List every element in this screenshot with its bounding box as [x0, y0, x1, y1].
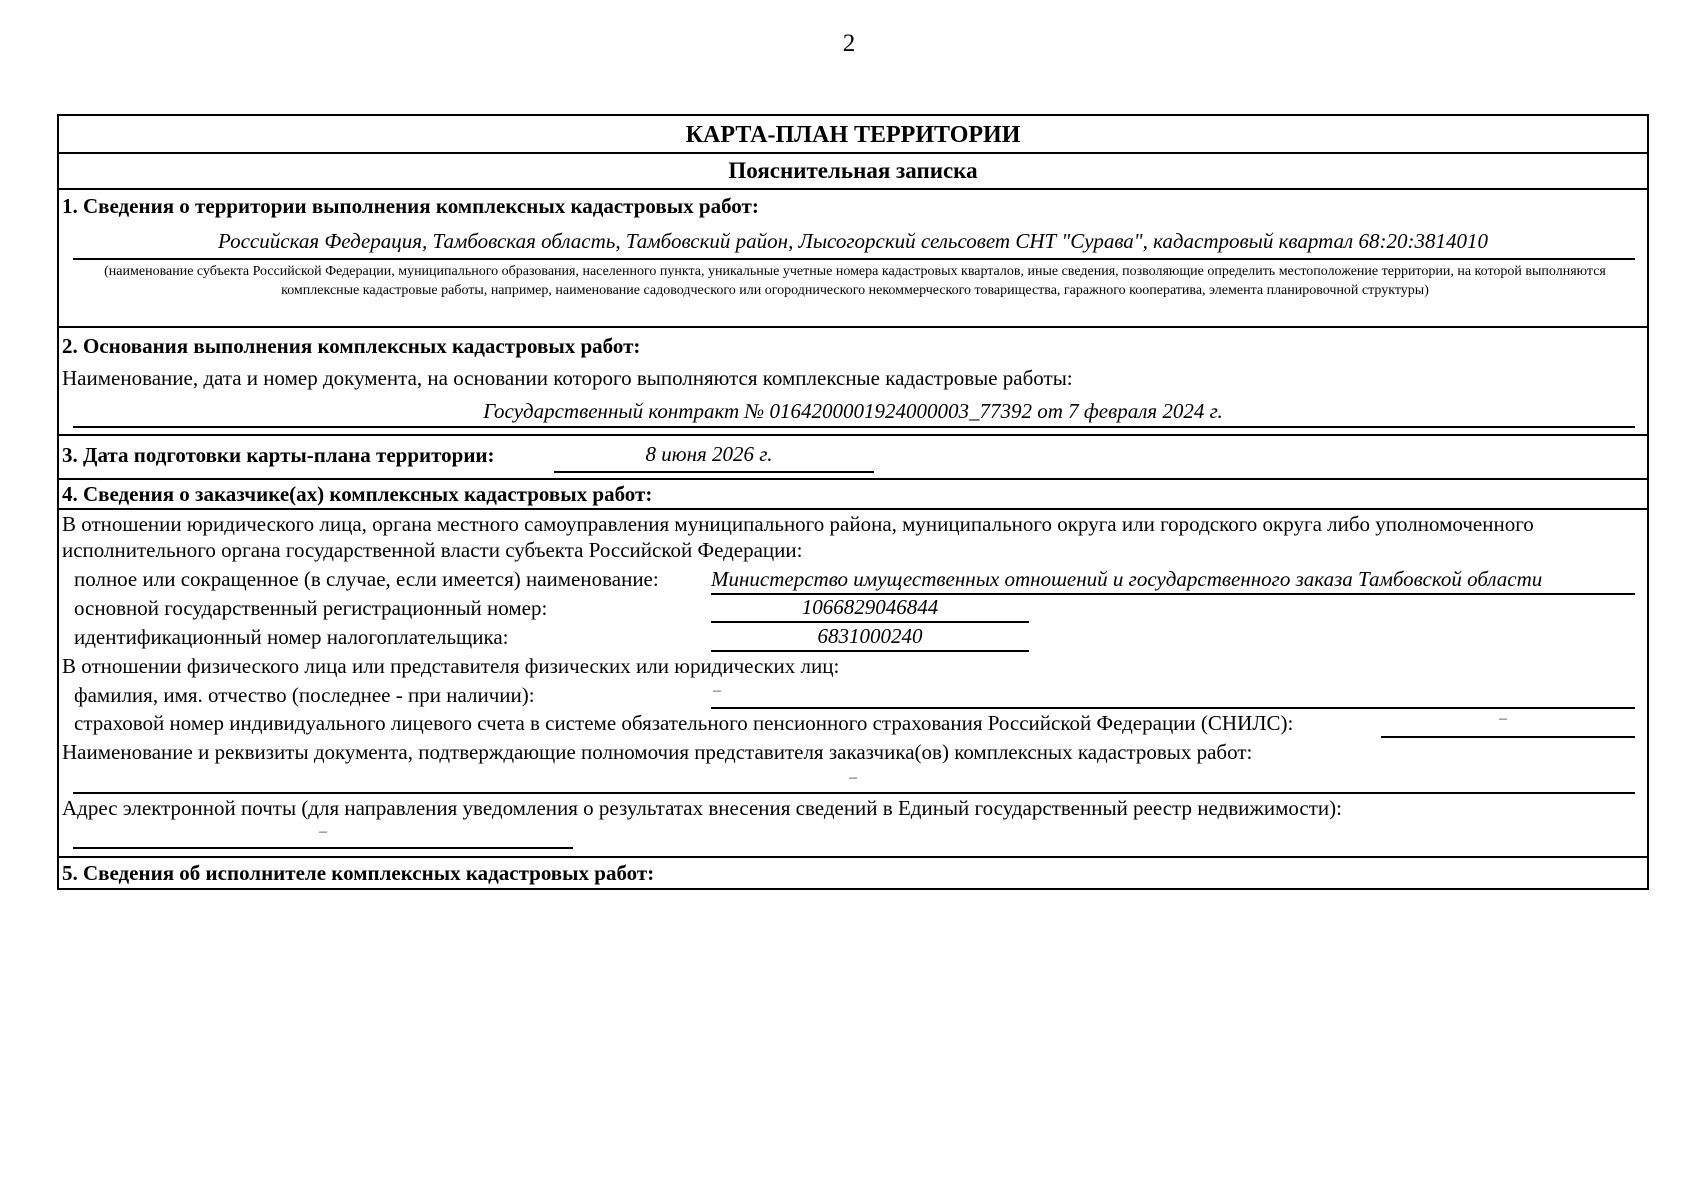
- inn-label: идентификационный номер налогоплательщика:: [74, 625, 509, 649]
- section-3-heading: 3. Дата подготовки карты-плана территории:: [62, 443, 495, 467]
- customer-name-value: Министерство имущественных отношений и государственного заказа Тамбовской области: [711, 567, 1543, 591]
- section-4-heading: 4. Сведения о заказчике(ах) комплексных кадастровых работ:: [62, 482, 653, 506]
- representative-document-label: Наименование и реквизиты документа, подтверждающие полномочия представителя заказчика(ов) комплексных кадастровых работ:: [62, 740, 1253, 764]
- divider: [59, 326, 1647, 328]
- inn-underline: [711, 650, 1029, 652]
- ogrn-label: основной государственный регистрационный номер:: [74, 596, 548, 620]
- divider: [59, 478, 1647, 480]
- basis-document-label: Наименование, дата и номер документа, на основании которого выполняются комплексные кадастровые работы:: [62, 366, 1073, 390]
- territory-underline: [73, 258, 1635, 260]
- preparation-date-value: 8 июня 2026 г.: [645, 442, 773, 466]
- section-5-heading: 5. Сведения об исполнителе комплексных кадастровых работ:: [62, 861, 655, 885]
- divider: [59, 434, 1647, 436]
- divider: [59, 856, 1647, 858]
- snils-underline: [1381, 736, 1635, 738]
- territory-note: (наименование субъекта Российской Федерации, муниципального образования, населенного пункта, уникальные учетные номера кадастровых кварталов, иные сведения, позволяющие определить местоположение территории, на которой выполняются комплексные кадастровые работы, например, наименование садоводческого или огороднического некоммерческого товарищества, гаражного кооператива, элемента планировочной структуры): [104, 264, 1606, 298]
- representative-document-value: –: [849, 769, 857, 786]
- divider: [59, 508, 1647, 510]
- legal-entity-intro-line-2: исполнительного органа государственной власти субъекта Российской Федерации:: [62, 538, 803, 562]
- section-2-heading: 2. Основания выполнения комплексных кадастровых работ:: [62, 334, 641, 358]
- fio-label: фамилия, имя. отчество (последнее - при наличии):: [74, 683, 535, 707]
- form-subtitle: Пояснительная записка: [728, 158, 978, 183]
- customer-name-label: полное или сокращенное (в случае, если имеется) наименование:: [74, 567, 659, 591]
- email-label: Адрес электронной почты (для направления уведомления о результатах внесения сведений в Единый государственный реестр недвижимости):: [62, 796, 1342, 820]
- snils-label: страховой номер индивидуального лицевого счета в системе обязательного пенсионного страхования Российской Федерации (СНИЛС):: [74, 711, 1294, 735]
- inn-value: 6831000240: [817, 624, 923, 648]
- basis-document-value: Государственный контракт № 0164200001924000003_77392 от 7 февраля 2024 г.: [483, 399, 1223, 423]
- section-1-heading: 1. Сведения о территории выполнения комплексных кадастровых работ:: [62, 194, 759, 218]
- representative-document-underline: [73, 792, 1635, 794]
- email-value: –: [319, 823, 327, 840]
- divider: [59, 152, 1647, 154]
- basis-document-underline: [73, 426, 1635, 428]
- form-title: КАРТА-ПЛАН ТЕРРИТОРИИ: [685, 122, 1021, 148]
- fio-underline: [711, 707, 1635, 709]
- preparation-date-underline: [554, 471, 874, 473]
- ogrn-underline: [711, 621, 1029, 623]
- ogrn-value: 1066829046844: [801, 595, 939, 619]
- map-plan-form: [57, 114, 1649, 890]
- individual-intro: В отношении физического лица или представителя физических или юридических лиц:: [62, 654, 840, 678]
- page-number: 2: [842, 30, 856, 57]
- email-underline: [73, 847, 573, 849]
- legal-entity-intro-line-1: В отношении юридического лица, органа местного самоуправления муниципального района, муниципального округа или городского округа либо уполномоченного: [62, 512, 1534, 536]
- territory-value: Российская Федерация, Тамбовская область, Тамбовский район, Лысогорский сельсовет СНТ "Сурава", кадастровый квартал 68:20:3814010: [218, 229, 1488, 253]
- snils-value: –: [1499, 710, 1507, 727]
- fio-value: –: [713, 682, 721, 699]
- divider: [59, 188, 1647, 190]
